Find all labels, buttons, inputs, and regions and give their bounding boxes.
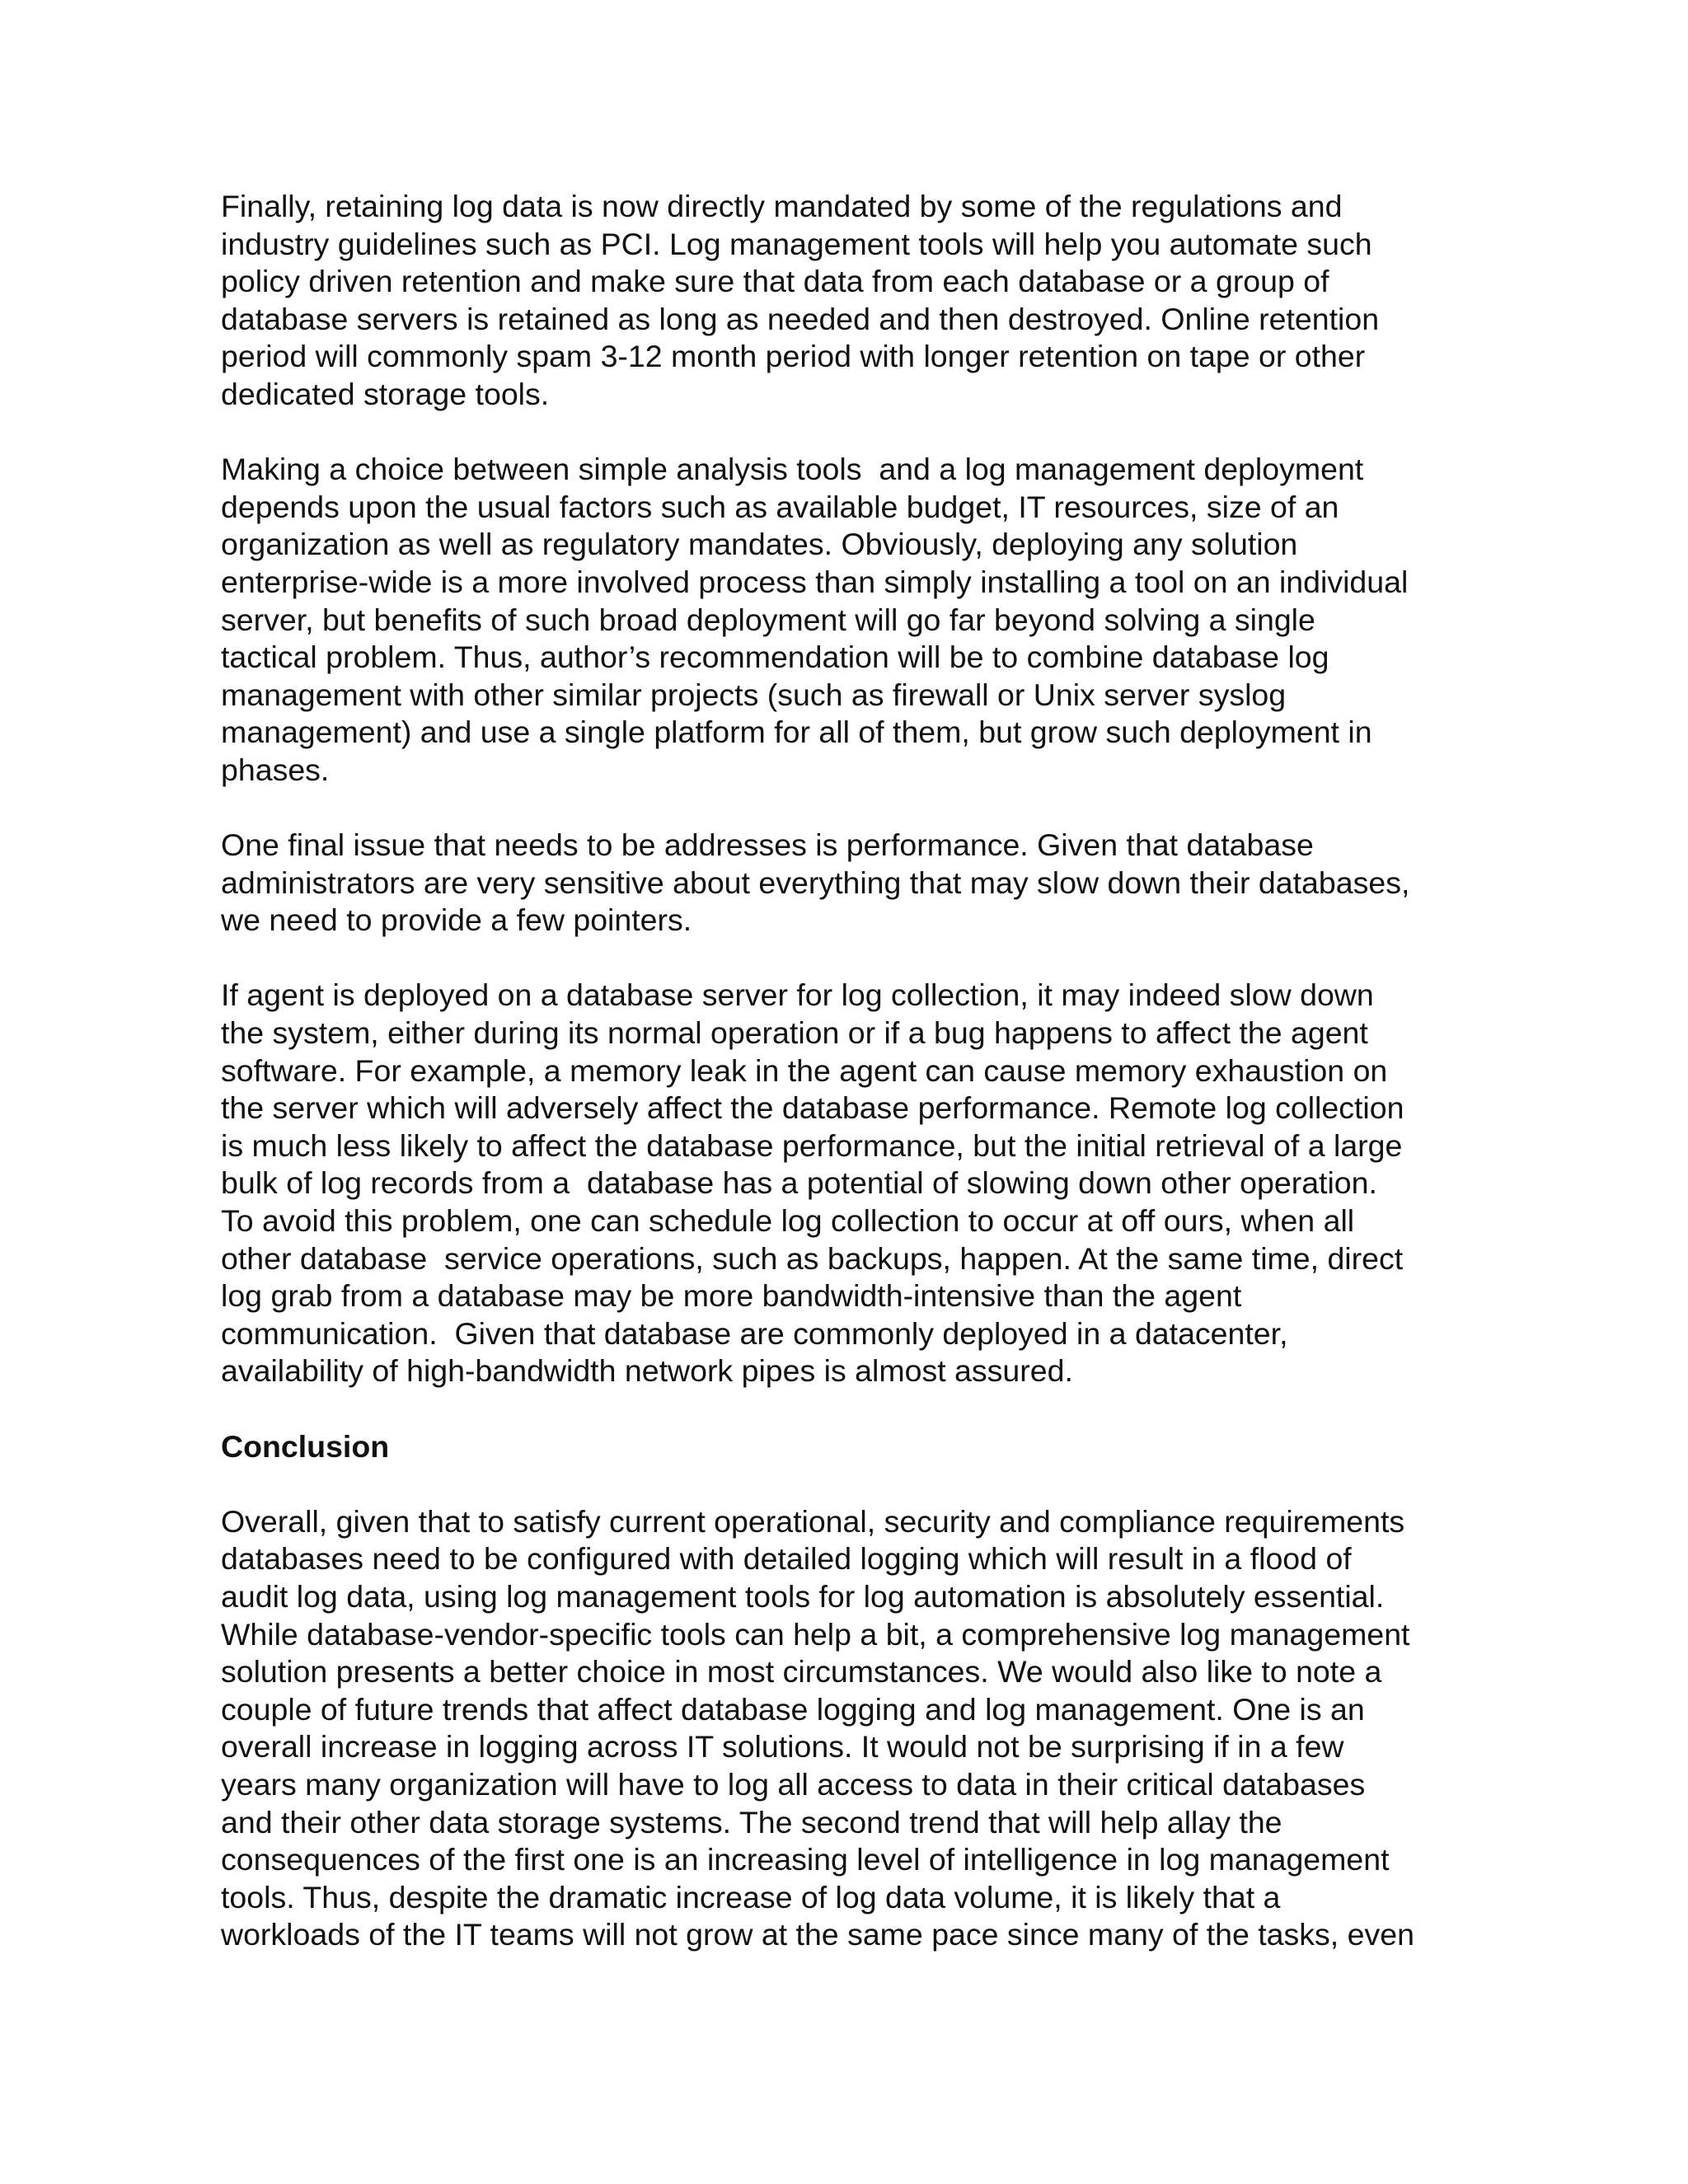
text-line: Making a choice between simple analysis tools and a log management deployment (221, 452, 1364, 487)
text-line: the system, either during its normal operation or if a bug happens to affect the agent (221, 1015, 1368, 1051)
text-line: tactical problem. Thus, author’s recommendation will be to combine database log (221, 640, 1329, 675)
text-line: databases need to be configured with detailed logging which will result in a flood of (221, 1541, 1352, 1577)
text-line: database servers is retained as long as needed and then destroyed. Online retention (221, 301, 1380, 336)
paragraph-tool-choice (221, 451, 1490, 789)
text-line: years many organization will have to log all access to data in their critical databases (221, 1766, 1366, 1802)
text-line: consequences of the first one is an increasing level of intelligence in log management (221, 1842, 1390, 1877)
text-line: depends upon the usual factors such as available budget, IT resources, size of an (221, 489, 1339, 524)
text-line: management with other similar projects (such as firewall or Unix server syslog (221, 677, 1287, 712)
text-line: policy driven retention and make sure that data from each database or a group of (221, 264, 1329, 299)
text-line: tools. Thus, despite the dramatic increase of log data volume, it is likely that a (221, 1879, 1281, 1915)
text-line: dedicated storage tools. (221, 376, 550, 411)
text-line: One final issue that needs to be addresses is performance. Given that database (221, 827, 1314, 863)
text-line: overall increase in logging across IT solutions. It would not be surprising if in a few (221, 1729, 1344, 1765)
text-line: software. For example, a memory leak in the agent can cause memory exhaustion on (221, 1052, 1388, 1088)
text-line: phases. (221, 752, 330, 787)
paragraph-agent-performance (221, 977, 1490, 1390)
paragraph-performance-intro (221, 827, 1490, 940)
text-line: period will commonly spam 3-12 month period with longer retention on tape or other (221, 339, 1366, 374)
text-line: other database service operations, such as backups, happen. At the same time, direct (221, 1240, 1404, 1276)
text-line: While database-vendor-specific tools can help a bit, a comprehensive log management (221, 1616, 1410, 1652)
text-line: couple of future trends that affect database logging and log management. One is an (221, 1691, 1365, 1727)
text-line: To avoid this problem, one can schedule log collection to occur at off ours, when all (221, 1203, 1355, 1239)
text-line: we need to provide a few pointers. (221, 902, 692, 938)
text-line: and their other data storage systems. The second trend that will help allay the (221, 1804, 1282, 1840)
text-line: enterprise-wide is a more involved process than simply installing a tool on an individual (221, 564, 1409, 599)
section-heading-conclusion: Conclusion (221, 1428, 390, 1464)
text-line: is much less likely to affect the database performance, but the initial retrieval of a large (221, 1127, 1403, 1163)
text-line: availability of high-bandwidth network pipes is almost assured. (221, 1353, 1073, 1389)
text-line: communication. Given that database are commonly deployed in a datacenter, (221, 1315, 1288, 1351)
paragraph-log-retention (221, 188, 1490, 414)
text-line: management) and use a single platform for all of them, but grow such deployment in (221, 715, 1372, 750)
text-line: Finally, retaining log data is now directly mandated by some of the regulations and (221, 189, 1343, 223)
text-line: log grab from a database may be more bandwidth-intensive than the agent (221, 1278, 1242, 1314)
text-line: industry guidelines such as PCI. Log management tools will help you automate such (221, 226, 1372, 261)
text-line: audit log data, using log management tools for log automation is absolutely essential. (221, 1578, 1385, 1614)
text-line: If agent is deployed on a database server for log collection, it may indeed slow down (221, 977, 1374, 1013)
text-line: solution presents a better choice in most circumstances. We would also like to note a (221, 1654, 1382, 1690)
text-line: the server which will adversely affect the database performance. Remote log collection (221, 1090, 1404, 1126)
text-line: server, but benefits of such broad deployment will go far beyond solving a single (221, 602, 1315, 637)
text-line: organization as well as regulatory mandates. Obviously, deploying any solution (221, 527, 1298, 562)
text-line: Overall, given that to satisfy current operational, security and compliance requirements (221, 1503, 1405, 1539)
text-line: bulk of log records from a database has a potential of slowing down other operation. (221, 1165, 1377, 1201)
text-line: administrators are very sensitive about everything that may slow down their databases, (221, 865, 1410, 900)
paragraph-conclusion (221, 1503, 1490, 1954)
document-body (221, 188, 1490, 1992)
text-line: workloads of the IT teams will not grow at the same pace since many of the tasks, even (221, 1917, 1414, 1952)
